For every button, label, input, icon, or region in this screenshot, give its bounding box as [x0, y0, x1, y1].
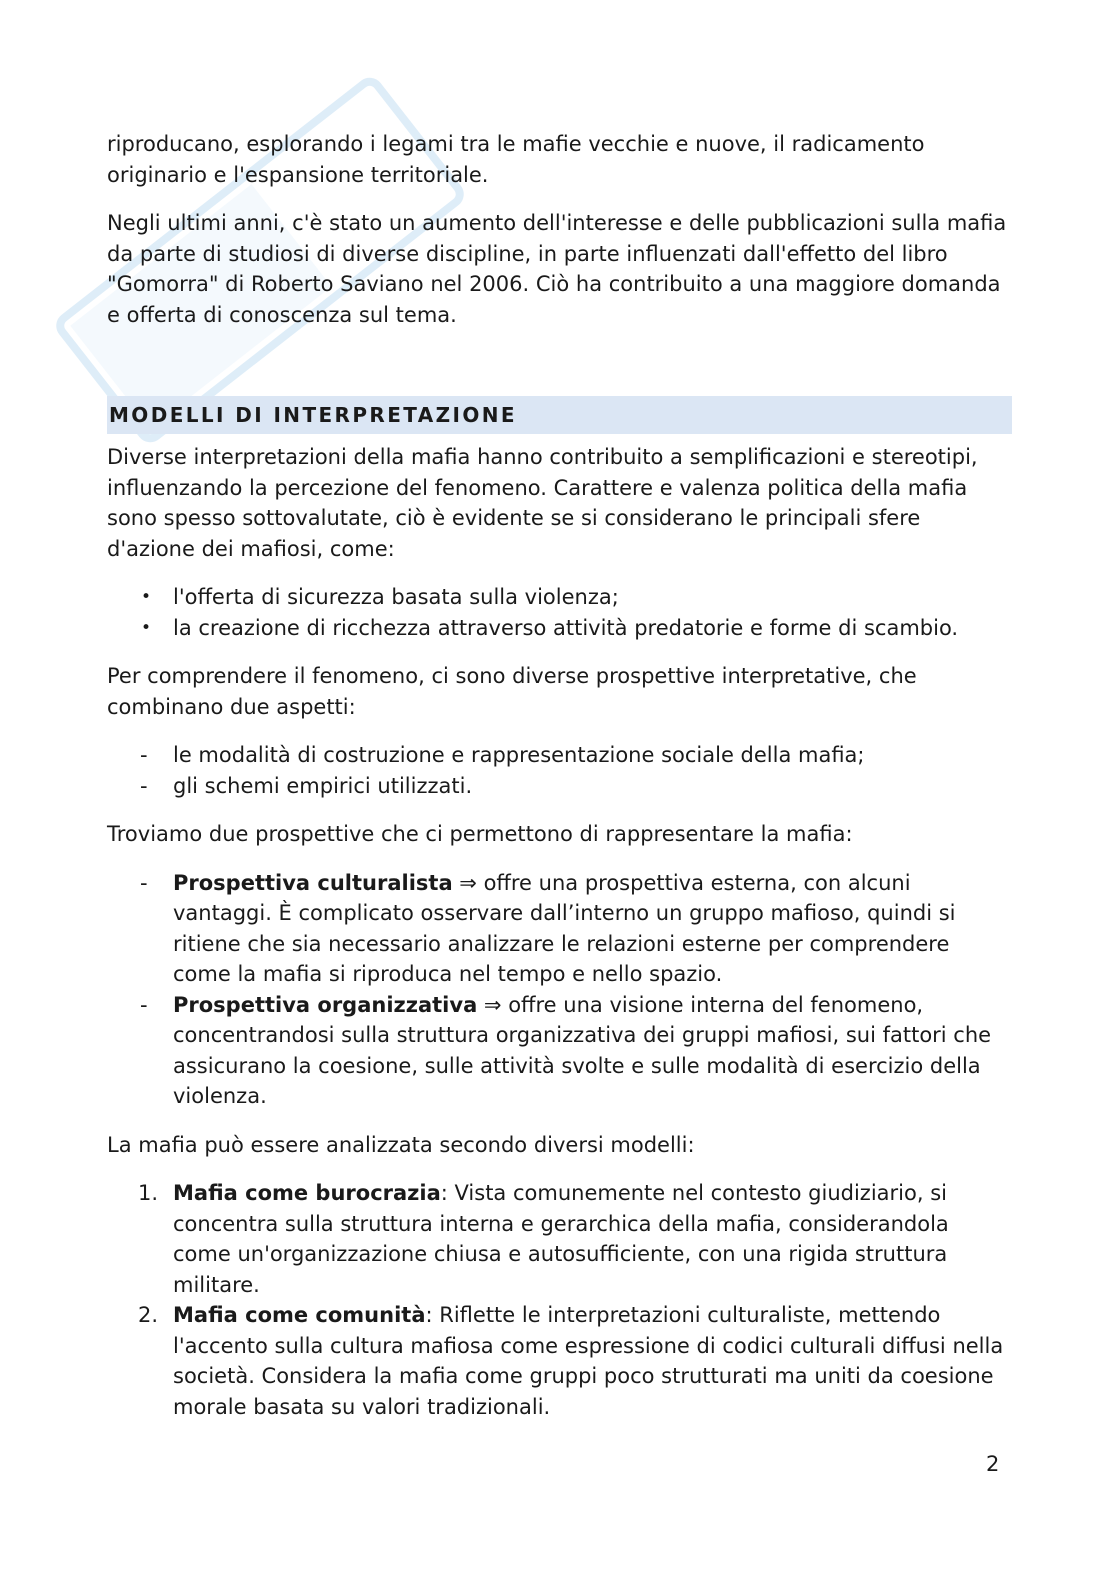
list-item — [107, 613, 1012, 644]
list-item — [107, 868, 1012, 990]
perspective-text: ⇒ offre una visione interna del fenomeno, concentrandosi sulla struttura organizzativa dei gruppi mafiosi, sui fattori che assicurano la coesione, sulle attività svolte e sulle modalità di esercizio della violenza. — [173, 992, 992, 1108]
list-item-text: la creazione di ricchezza attraverso attività predatorie e forme di scambio. — [173, 615, 959, 640]
page-number: 2 — [986, 1452, 1000, 1476]
dash-marker: - — [140, 773, 148, 798]
model-text: : Vista comunemente nel contesto giudiziario, si concentra sulla struttura interna e gerarchica della mafia, considerandola come un'organizzazione chiusa e autosufficiente, con una rigida struttura militare. — [173, 1181, 949, 1297]
dash-marker: - — [140, 992, 148, 1017]
model-term: Mafia come comunità — [173, 1303, 426, 1327]
perspective-term: Prospettiva organizzativa — [173, 992, 478, 1017]
list-item-text: le modalità di costruzione e rappresentazione sociale della mafia; — [173, 743, 865, 767]
bullet-marker: • — [141, 587, 152, 607]
list-item — [107, 582, 1012, 613]
list-item — [107, 740, 1012, 771]
perspective-text: ⇒ offre una prospettiva esterna, con alcuni vantaggi. È complicato osservare dall’interno un gruppo mafioso, quindi si ritiene che sia necessario analizzare le relazioni esterne per comprendere come la mafia si riproduca nel tempo e nello spazio. — [173, 870, 956, 986]
perspectives-intro: Per comprendere il fenomeno, ci sono diverse prospettive interpretative, che combinano due aspetti: — [107, 664, 917, 719]
perspectives-list — [107, 868, 1012, 1112]
list-item — [107, 990, 1012, 1112]
model-term: Mafia come burocrazia — [173, 1181, 441, 1205]
paragraph-continuation: riproducano, esplorando i legami tra le mafie vecchie e nuove, il radicamento originario e l'espansione territoriale. — [107, 132, 925, 187]
models-list — [107, 1178, 1012, 1422]
list-item-text: gli schemi empirici utilizzati. — [173, 773, 473, 798]
dash-marker: - — [140, 743, 148, 767]
list-item — [107, 771, 1012, 802]
number-marker: 1. — [138, 1181, 159, 1205]
bullet-marker: • — [141, 617, 152, 638]
page-content — [107, 129, 1012, 1440]
section-heading: MODELLI DI INTERPRETAZIONE — [107, 396, 1012, 434]
dash-marker: - — [140, 870, 148, 895]
models-intro: La mafia può essere analizzata secondo diversi modelli: — [107, 1132, 695, 1157]
perspective-term: Prospettiva culturalista — [173, 870, 453, 895]
list-item — [107, 1300, 1012, 1422]
aspects-list — [107, 740, 1012, 801]
model-text: : Riflette le interpretazioni culturaliste, mettendo l'accento sulla cultura mafiosa come espressione di codici culturali diffusi nella società. Considera la mafia come gruppi poco strutturati ma uniti da coesione morale basata su valori tradizionali. — [173, 1303, 1004, 1419]
spheres-list — [107, 582, 1012, 643]
list-item — [107, 1178, 1012, 1300]
paragraph-recent-interest: Negli ultimi anni, c'è stato un aumento dell'interesse e delle pubblicazioni sulla mafia da parte di studiosi di diverse discipline, in parte influenzati dall'effetto del libro "Gomorra" di Roberto Saviano nel 2006. Ciò ha contribuito a una maggiore domanda e offerta di conoscenza sul tema. — [107, 211, 1007, 327]
section-intro: Diverse interpretazioni della mafia hanno contribuito a semplificazioni e stereotipi, influenzando la percezione del fenomeno. Carattere e valenza politica della mafia sono spesso sottovalutate, ciò è evidente se si considerano le principali sfere d'azione dei mafiosi, come: — [107, 445, 978, 561]
number-marker: 2. — [138, 1303, 159, 1327]
two-perspectives-intro: Troviamo due prospettive che ci permettono di rappresentare la mafia: — [107, 822, 853, 846]
list-item-text: l'offerta di sicurezza basata sulla violenza; — [173, 585, 619, 609]
